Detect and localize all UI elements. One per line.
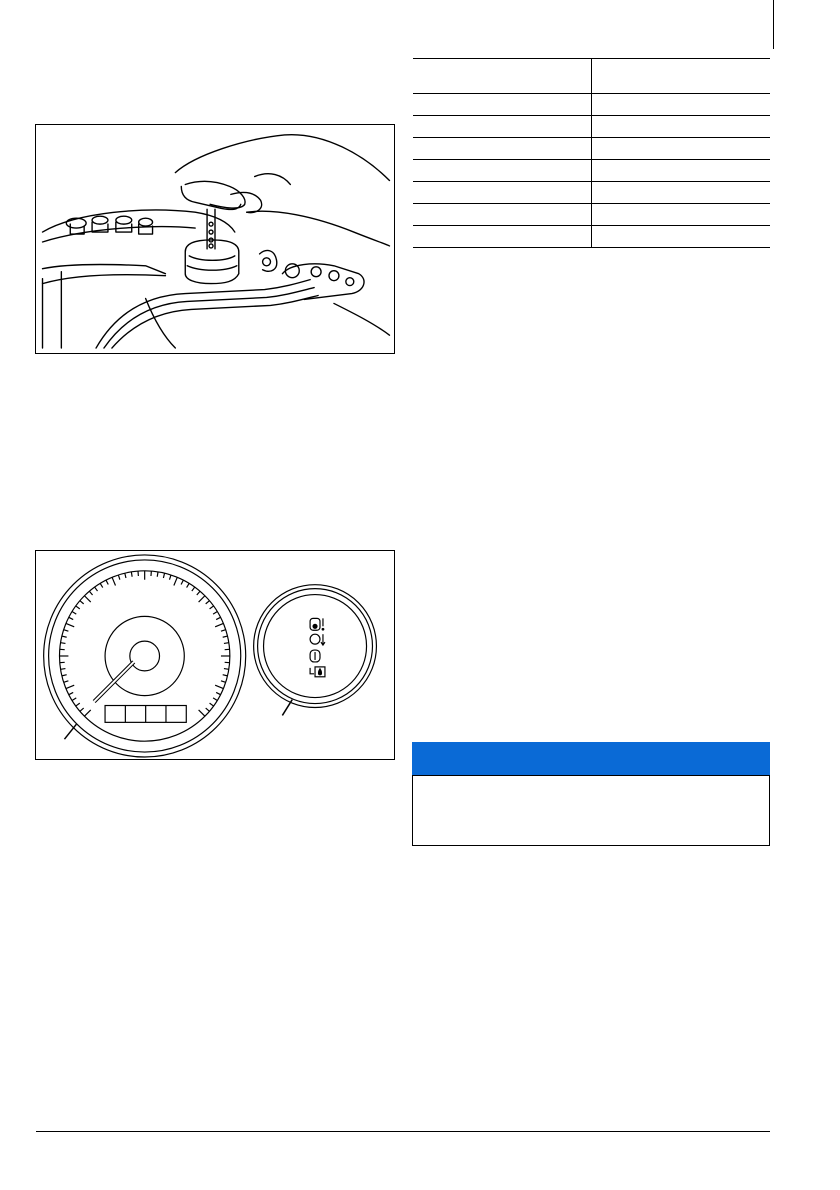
table-cell	[413, 204, 592, 226]
tick-mark	[100, 583, 103, 587]
tick-mark	[163, 573, 164, 578]
table-row	[413, 204, 770, 226]
tick-mark	[64, 630, 69, 632]
table-cell	[413, 182, 592, 204]
tick-mark	[197, 591, 200, 595]
tick-mark	[210, 606, 214, 609]
tick-mark	[106, 580, 108, 584]
table-cell	[413, 116, 592, 138]
tick-mark	[66, 623, 74, 626]
tick-mark	[76, 703, 80, 706]
tick-mark	[62, 675, 67, 676]
footer-rule	[36, 1131, 770, 1132]
table-cell	[592, 226, 771, 248]
table-header-row	[413, 59, 770, 94]
notice-box	[412, 742, 770, 846]
tick-mark	[80, 601, 84, 604]
tick-mark	[210, 703, 214, 706]
tick-mark	[84, 596, 90, 602]
tick-mark	[72, 698, 76, 701]
tick-mark	[62, 636, 67, 637]
table-cell	[413, 138, 592, 160]
fuel-warning-icon	[310, 667, 325, 677]
tick-mark	[221, 630, 226, 632]
crop-mark	[773, 0, 774, 49]
tick-mark	[125, 573, 126, 578]
table-cell	[413, 94, 592, 116]
table-header-cell	[592, 59, 771, 94]
tick-mark	[213, 698, 217, 701]
tick-mark	[223, 636, 228, 637]
tachometer-gauge	[44, 555, 246, 757]
tick-mark	[64, 681, 69, 683]
tick-mark	[66, 685, 74, 688]
tick-mark	[216, 617, 220, 619]
tick-mark	[213, 611, 217, 614]
table-row	[413, 182, 770, 204]
table-cell	[413, 226, 592, 248]
oil-temp-high-icon	[310, 618, 324, 630]
tick-mark	[157, 572, 158, 577]
table-cell	[592, 204, 771, 226]
tick-mark	[216, 692, 220, 694]
coolant-temp-low-icon	[310, 634, 325, 645]
tick-mark	[192, 587, 195, 591]
tick-mark	[72, 611, 76, 614]
tick-mark	[84, 710, 90, 716]
tick-mark	[118, 575, 120, 580]
tick-mark	[199, 596, 205, 602]
tick-mark	[169, 575, 171, 580]
spec-table	[413, 58, 770, 248]
tick-mark	[221, 681, 226, 683]
tick-mark	[69, 617, 73, 619]
tick-mark	[69, 692, 73, 694]
notice-header	[412, 742, 770, 776]
table-row	[413, 138, 770, 160]
oil-dipstick-illustration	[35, 124, 395, 354]
tick-mark	[80, 708, 84, 711]
tick-mark	[89, 591, 92, 595]
tick-mark	[112, 577, 115, 585]
tick-mark	[61, 669, 66, 670]
engine-temp-icon	[310, 650, 320, 662]
table-row	[413, 226, 770, 248]
warning-gauge	[254, 585, 377, 716]
tick-mark	[224, 643, 229, 644]
tick-mark	[223, 675, 228, 676]
tick-mark	[61, 643, 66, 644]
tick-mark	[131, 572, 132, 577]
tick-mark	[215, 685, 223, 688]
tick-mark	[215, 623, 223, 626]
tick-mark	[174, 577, 177, 585]
table-row	[413, 94, 770, 116]
tick-mark	[199, 710, 205, 716]
table-cell	[413, 160, 592, 182]
tick-mark	[206, 601, 210, 604]
table-cell	[592, 116, 771, 138]
table-cell	[592, 182, 771, 204]
tick-mark	[181, 580, 183, 584]
tick-mark	[224, 669, 229, 670]
table-cell	[592, 160, 771, 182]
table-row	[413, 160, 770, 182]
tick-mark	[76, 606, 80, 609]
table-row	[413, 116, 770, 138]
table-cell	[592, 94, 771, 116]
table-header-cell	[413, 59, 592, 94]
instrument-gauges-illustration	[35, 550, 395, 760]
tick-mark	[187, 583, 190, 587]
notice-body	[412, 775, 770, 845]
tick-mark	[206, 708, 210, 711]
table-cell	[592, 138, 771, 160]
tick-mark	[95, 587, 98, 591]
